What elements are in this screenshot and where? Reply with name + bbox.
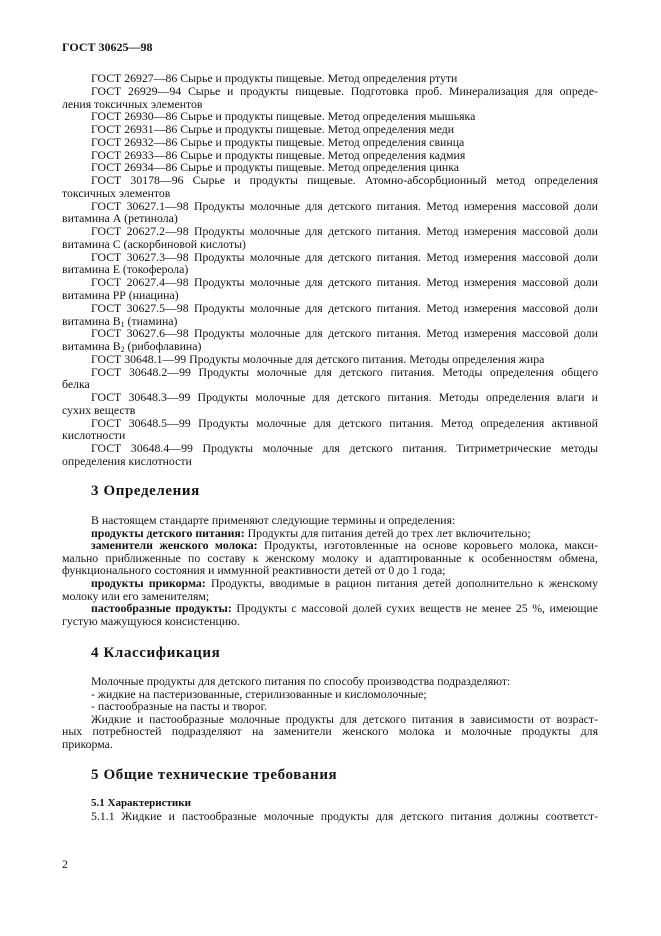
page-number: 2	[62, 857, 68, 871]
definition-text: Продукты, вводимые в рацион питания детей дополнительно к женскому	[205, 575, 598, 590]
section-4-heading: 4 Классификация	[91, 645, 221, 661]
reference-gost-30648-3-99: ГОСТ 30648.3—99 Продукты молочные для детского питания. Методы определения влаги и	[91, 390, 598, 405]
normative-references-list	[62, 72, 598, 468]
definition-complementary-foods	[62, 577, 598, 590]
reference-gost-20627-4-98: ГОСТ 20627.4—98 Продукты молочные для детского питания. Метод измерения массовой доли	[91, 275, 598, 290]
subsection-5-1-heading: 5.1 Характеристики	[91, 797, 191, 809]
classification-intro: Молочные продукты для детского питания по способу производства подразделяют:	[91, 674, 511, 688]
vitamin-description: (рибофлавина)	[124, 339, 202, 354]
classification-paragraph: ных потребностей подразделяют на заменители женского молока и молочные продукты для	[62, 724, 598, 739]
classification-list-item: - пастообразные на пасты и творог.	[91, 699, 268, 714]
reference-continuation: витамина РР (ниацина)	[62, 288, 179, 303]
reference-gost-26931-86: ГОСТ 26931—86 Сырье и продукты пищевые. Метод определения меди	[91, 122, 455, 137]
section-3-heading: 3 Определения	[91, 483, 200, 499]
definition-text: густую мажущуюся консистенцию.	[62, 613, 240, 628]
definitions-intro: В настоящем стандарте применяют следующие термины и определения:	[91, 513, 456, 527]
reference-gost-26930-86: ГОСТ 26930—86 Сырье и продукты пищевые. Метод определения мышьяка	[91, 109, 476, 124]
vitamin-name: витамина В	[62, 339, 121, 354]
reference-gost-20627-2-98: ГОСТ 20627.2—98 Продукты молочные для детского питания. Метод измерения массовой доли	[91, 224, 598, 239]
reference-gost-30627-5-98: ГОСТ 30627.5—98 Продукты молочные для детского питания. Метод измерения массовой доли	[91, 300, 598, 315]
reference-gost-30627-6-98: ГОСТ 30627.6—98 Продукты молочные для детского питания. Метод измерения массовой доли	[91, 326, 598, 341]
classification-paragraph: Жидкие и пастообразные молочные продукты для детского питания в зависимости от возраст-	[91, 711, 598, 726]
vitamin-description: (тиамина)	[124, 313, 178, 328]
reference-continuation: токсичных элементов	[62, 185, 171, 200]
reference-gost-26929-94: ГОСТ 26929—94 Сырье и продукты пищевые. Подготовка проб. Минерализация для опреде-	[91, 83, 598, 98]
clause-5-1-1: 5.1.1 Жидкие и пастообразные молочные продукты для детского питания должны соответст-	[91, 809, 598, 823]
definition-breast-milk-substitutes	[62, 539, 598, 552]
vitamin-subscript: 2	[120, 345, 125, 355]
section-5-heading: 5 Общие технические требования	[91, 767, 338, 783]
definition-term: продукты детского питания:	[91, 525, 245, 540]
definition-term: пастообразные продукты:	[91, 601, 232, 616]
reference-continuation: кислотности	[62, 428, 126, 443]
reference-gost-30648-5-99: ГОСТ 30648.5—99 Продукты молочные для детского питания. Метод определения активной	[91, 415, 598, 430]
technical-requirements-section	[62, 797, 598, 823]
definition-text: функционального состояния и иммунной реактивности детей от 0 до 1 года;	[62, 563, 446, 578]
reference-continuation: витамина С (аскорбиновой кислоты)	[62, 236, 246, 251]
definition-paste-products	[62, 602, 598, 615]
reference-gost-30648-4-99: ГОСТ 30648.4—99 Продукты молочные для детского питания. Титриметрические методы	[91, 441, 598, 456]
classification-list-item: - жидкие на пастеризованные, стерилизованные и кисломолочные;	[91, 686, 427, 701]
definition-text: молоку или его заменителям;	[62, 588, 210, 603]
reference-gost-30627-3-98: ГОСТ 30627.3—98 Продукты молочные для детского питания. Метод измерения массовой доли	[91, 249, 598, 264]
reference-gost-26933-86: ГОСТ 26933—86 Сырье и продукты пищевые. Метод определения кадмия	[91, 147, 466, 162]
definition-text: мально приближенные по составу к женскому молоку и адаптированные к особенностям обмена,	[62, 550, 598, 565]
definition-term: продукты прикорма:	[91, 575, 206, 590]
reference-gost-26934-86: ГОСТ 26934—86 Сырье и продукты пищевые. Метод определения цинка	[91, 160, 459, 175]
reference-gost-30648-2-99: ГОСТ 30648.2—99 Продукты молочные для детского питания. Методы определения общего	[91, 364, 598, 379]
definition-text: Продукты для питания детей до трех лет включительно;	[244, 525, 531, 540]
classification-section	[62, 675, 598, 751]
document-code: ГОСТ 30625—98	[62, 40, 153, 54]
classification-paragraph: прикорма.	[62, 736, 113, 751]
reference-gost-26927-86: ГОСТ 26927—86 Сырье и продукты пищевые. Метод определения ртути	[91, 71, 458, 85]
vitamin-name: витамина В	[62, 313, 121, 328]
reference-gost-30178-96: ГОСТ 30178—96 Сырье и продукты пищевые. Атомно-абсорбционный метод определения	[91, 173, 598, 188]
reference-continuation	[62, 340, 598, 353]
reference-continuation: белка	[62, 377, 90, 392]
reference-continuation: ления токсичных элементов	[62, 96, 203, 111]
reference-continuation: витамина Е (токоферола)	[62, 262, 189, 277]
reference-continuation: витамина А (ретинола)	[62, 211, 178, 226]
reference-gost-26932-86: ГОСТ 26932—86 Сырье и продукты пищевые. Метод определения свинца	[91, 134, 465, 149]
definitions-section	[62, 514, 598, 627]
reference-gost-30627-1-98: ГОСТ 30627.1—98 Продукты молочные для детского питания. Метод измерения массовой доли	[91, 198, 598, 213]
reference-gost-30648-1-99: ГОСТ 30648.1—99 Продукты молочные для детского питания. Методы определения жира	[91, 351, 545, 366]
definition-text: Продукты с массовой долей сухих веществ не менее 25 %, имеющие	[231, 601, 598, 616]
reference-continuation: сухих веществ	[62, 402, 136, 417]
vitamin-subscript: 1	[120, 319, 125, 329]
definition-term: заменители женского молока:	[91, 538, 258, 553]
reference-continuation: определения кислотности	[62, 453, 192, 468]
definition-text: Продукты, изготовленные на основе коровьего молока, макси-	[257, 538, 599, 553]
